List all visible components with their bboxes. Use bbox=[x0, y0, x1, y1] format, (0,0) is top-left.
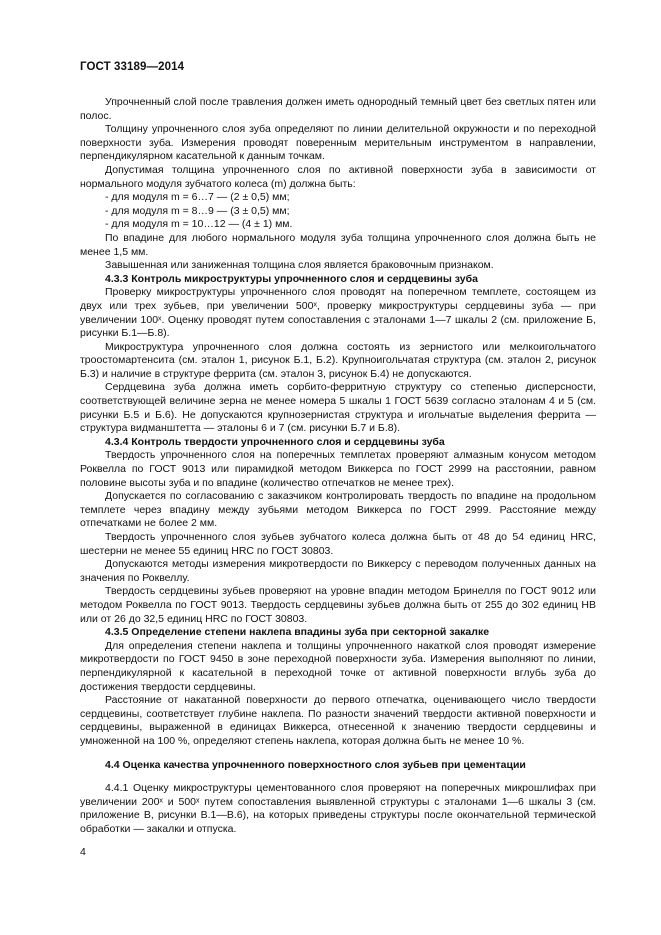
paragraph: Допускается по согласованию с заказчиком контролировать твердость по впадине на продольном темплете через впадину между зубьями методом Виккерса по ГОСТ 2999. Расстояние между отпечатками не более 2 мм. bbox=[80, 490, 596, 530]
paragraph: Допустимая толщина упрочненного слоя по активной поверхности зуба в зависимости от нормального модуля зубчатого колеса (m) должна быть: bbox=[80, 163, 596, 190]
document-code-header: ГОСТ 33189—2014 bbox=[80, 61, 185, 73]
list-item: - для модуля m = 10…12 — (4 ± 1) мм. bbox=[105, 218, 293, 231]
paragraph: 4.4.1 Оценку микроструктуры цементованного слоя проверяют на поперечных микрошлифах при увеличении 200ˣ и 500ˣ путем сопоставления выявленной структуры с эталонами 1—6 шкалы 3 (см. приложение В, рисунки В.1—В.6), на которых приведены структуры после окончательной термической обработки — закалки и отпуска. bbox=[80, 782, 596, 835]
list-item: - для модуля m = 6…7 — (2 ± 0,5) мм; bbox=[105, 191, 290, 204]
paragraph: Твердость упрочненного слоя на поперечных темплетах проверяют алмазным конусом методом Роквелла по ГОСТ 9013 или пирамидкой методом Виккерса по ГОСТ 2999 на расстоянии, равном половине высоты зуба и по впадине (количество отпечатков не менее трех). bbox=[80, 449, 596, 489]
paragraph: Толщину упрочненного слоя зуба определяют по линии делительной окружности и по переходной поверхности зуба. Измерения проводят поверенным мерительным инструментом в направлении, перпендикулярном касательной к данным точкам. bbox=[80, 123, 596, 163]
paragraph: Сердцевина зуба должна иметь сорбито-ферритную структуру со степенью дисперсности, соответствующей величине зерна не менее номера 5 шкалы 1 ГОСТ 5639 согласно эталонам 4 и 5 (см. рисунки Б.5 и Б.6). Не допускаются крупнозернистая структура и игольчатые выделения феррита — структура видманштетта — эталоны 6 и 7 (см. рисунки Б.7 и Б.8). bbox=[80, 381, 596, 435]
paragraph: По впадине для любого нормального модуля зуба толщина упрочненного слоя должна быть не менее 1,5 мм. bbox=[80, 231, 596, 258]
paragraph: Допускаются методы измерения микротвердости по Виккерсу с переводом полученных данных на значения по Роквеллу. bbox=[80, 558, 596, 584]
section-heading-4-3-4: 4.3.4 Контроль твердости упрочненного слоя и сердцевины зуба bbox=[105, 435, 445, 448]
document-body bbox=[80, 96, 596, 836]
paragraph: Микроструктура упрочненного слоя должна состоять из зернистого или мелкоигольчатого троостомартенсита (см. эталон 1, рисунок Б.1, Б.2). Крупноигольчатая структура (см. эталон 2, рисунок Б.3) и наличие в структуре феррита (см. эталон 3, рисунок Б.4) не допускаются. bbox=[80, 340, 596, 380]
paragraph: Расстояние от накатанной поверхности до первого отпечатка, оценивающего число твердости сердцевины, соответствует глубине наклепа. По разности значений твердости активной поверхности и сердцевины, выраженной в единицах Виккерса, отнесенной к значению твердости сердцевины и умноженной на 100 %, определяют степень наклепа, которая должна быть не менее 10 %. bbox=[80, 694, 596, 747]
section-heading-4-4: 4.4 Оценка качества упрочненного поверхностного слоя зубьев при цементации bbox=[105, 758, 526, 771]
spacer bbox=[80, 772, 596, 782]
paragraph: Проверку микроструктуры упрочненного слоя проводят на поперечном темплете, состоящем из двух или трех зубьев, при увеличении 500ˣ, проверку микроструктуры сердцевины зуба — при увеличении 100ˣ. Оценку проводят путем сопоставления с эталонами 1—7 шкалы 2 (см. приложение Б, рисунки Б.1—Б.8). bbox=[80, 286, 596, 340]
paragraph: Упрочненный слой после травления должен иметь однородный темный цвет без светлых пятен или полос. bbox=[80, 96, 596, 122]
section-heading-4-3-5: 4.3.5 Определение степени наклепа впадины зуба при секторной закалке bbox=[105, 626, 490, 639]
paragraph: Твердость сердцевины зубьев проверяют на уровне впадин методом Бринелля по ГОСТ 9012 или методом Роквелла по ГОСТ 9013. Твердость сердцевины зубьев должна быть от 255 до 302 единиц НВ или от 26 до 32,5 единиц HRC по ГОСТ 30803. bbox=[80, 585, 596, 625]
page-number: 4 bbox=[80, 846, 86, 858]
list-item: - для модуля m = 8…9 — (3 ± 0,5) мм; bbox=[105, 204, 290, 217]
spacer bbox=[80, 749, 596, 759]
section-heading-4-3-3: 4.3.3 Контроль микроструктуры упрочненного слоя и сердцевины зуба bbox=[105, 272, 478, 285]
paragraph: Для определения степени наклепа и толщины упрочненного накаткой слоя проводят измерение микротвердости по ГОСТ 9450 в зоне переходной поверхности зуба. Измерения выполняют по линии, перпендикулярной к касательной в переходной точке от активной поверхности вглубь зуба до достижения твердости сердцевины. bbox=[80, 639, 596, 693]
paragraph: Завышенная или заниженная толщина слоя является браковочным признаком. bbox=[105, 259, 494, 272]
paragraph: Твердость упрочненного слоя зубьев зубчатого колеса должна быть от 48 до 54 единиц HRC, шестерни не менее 55 единиц HRC по ГОСТ 30803. bbox=[80, 531, 596, 557]
